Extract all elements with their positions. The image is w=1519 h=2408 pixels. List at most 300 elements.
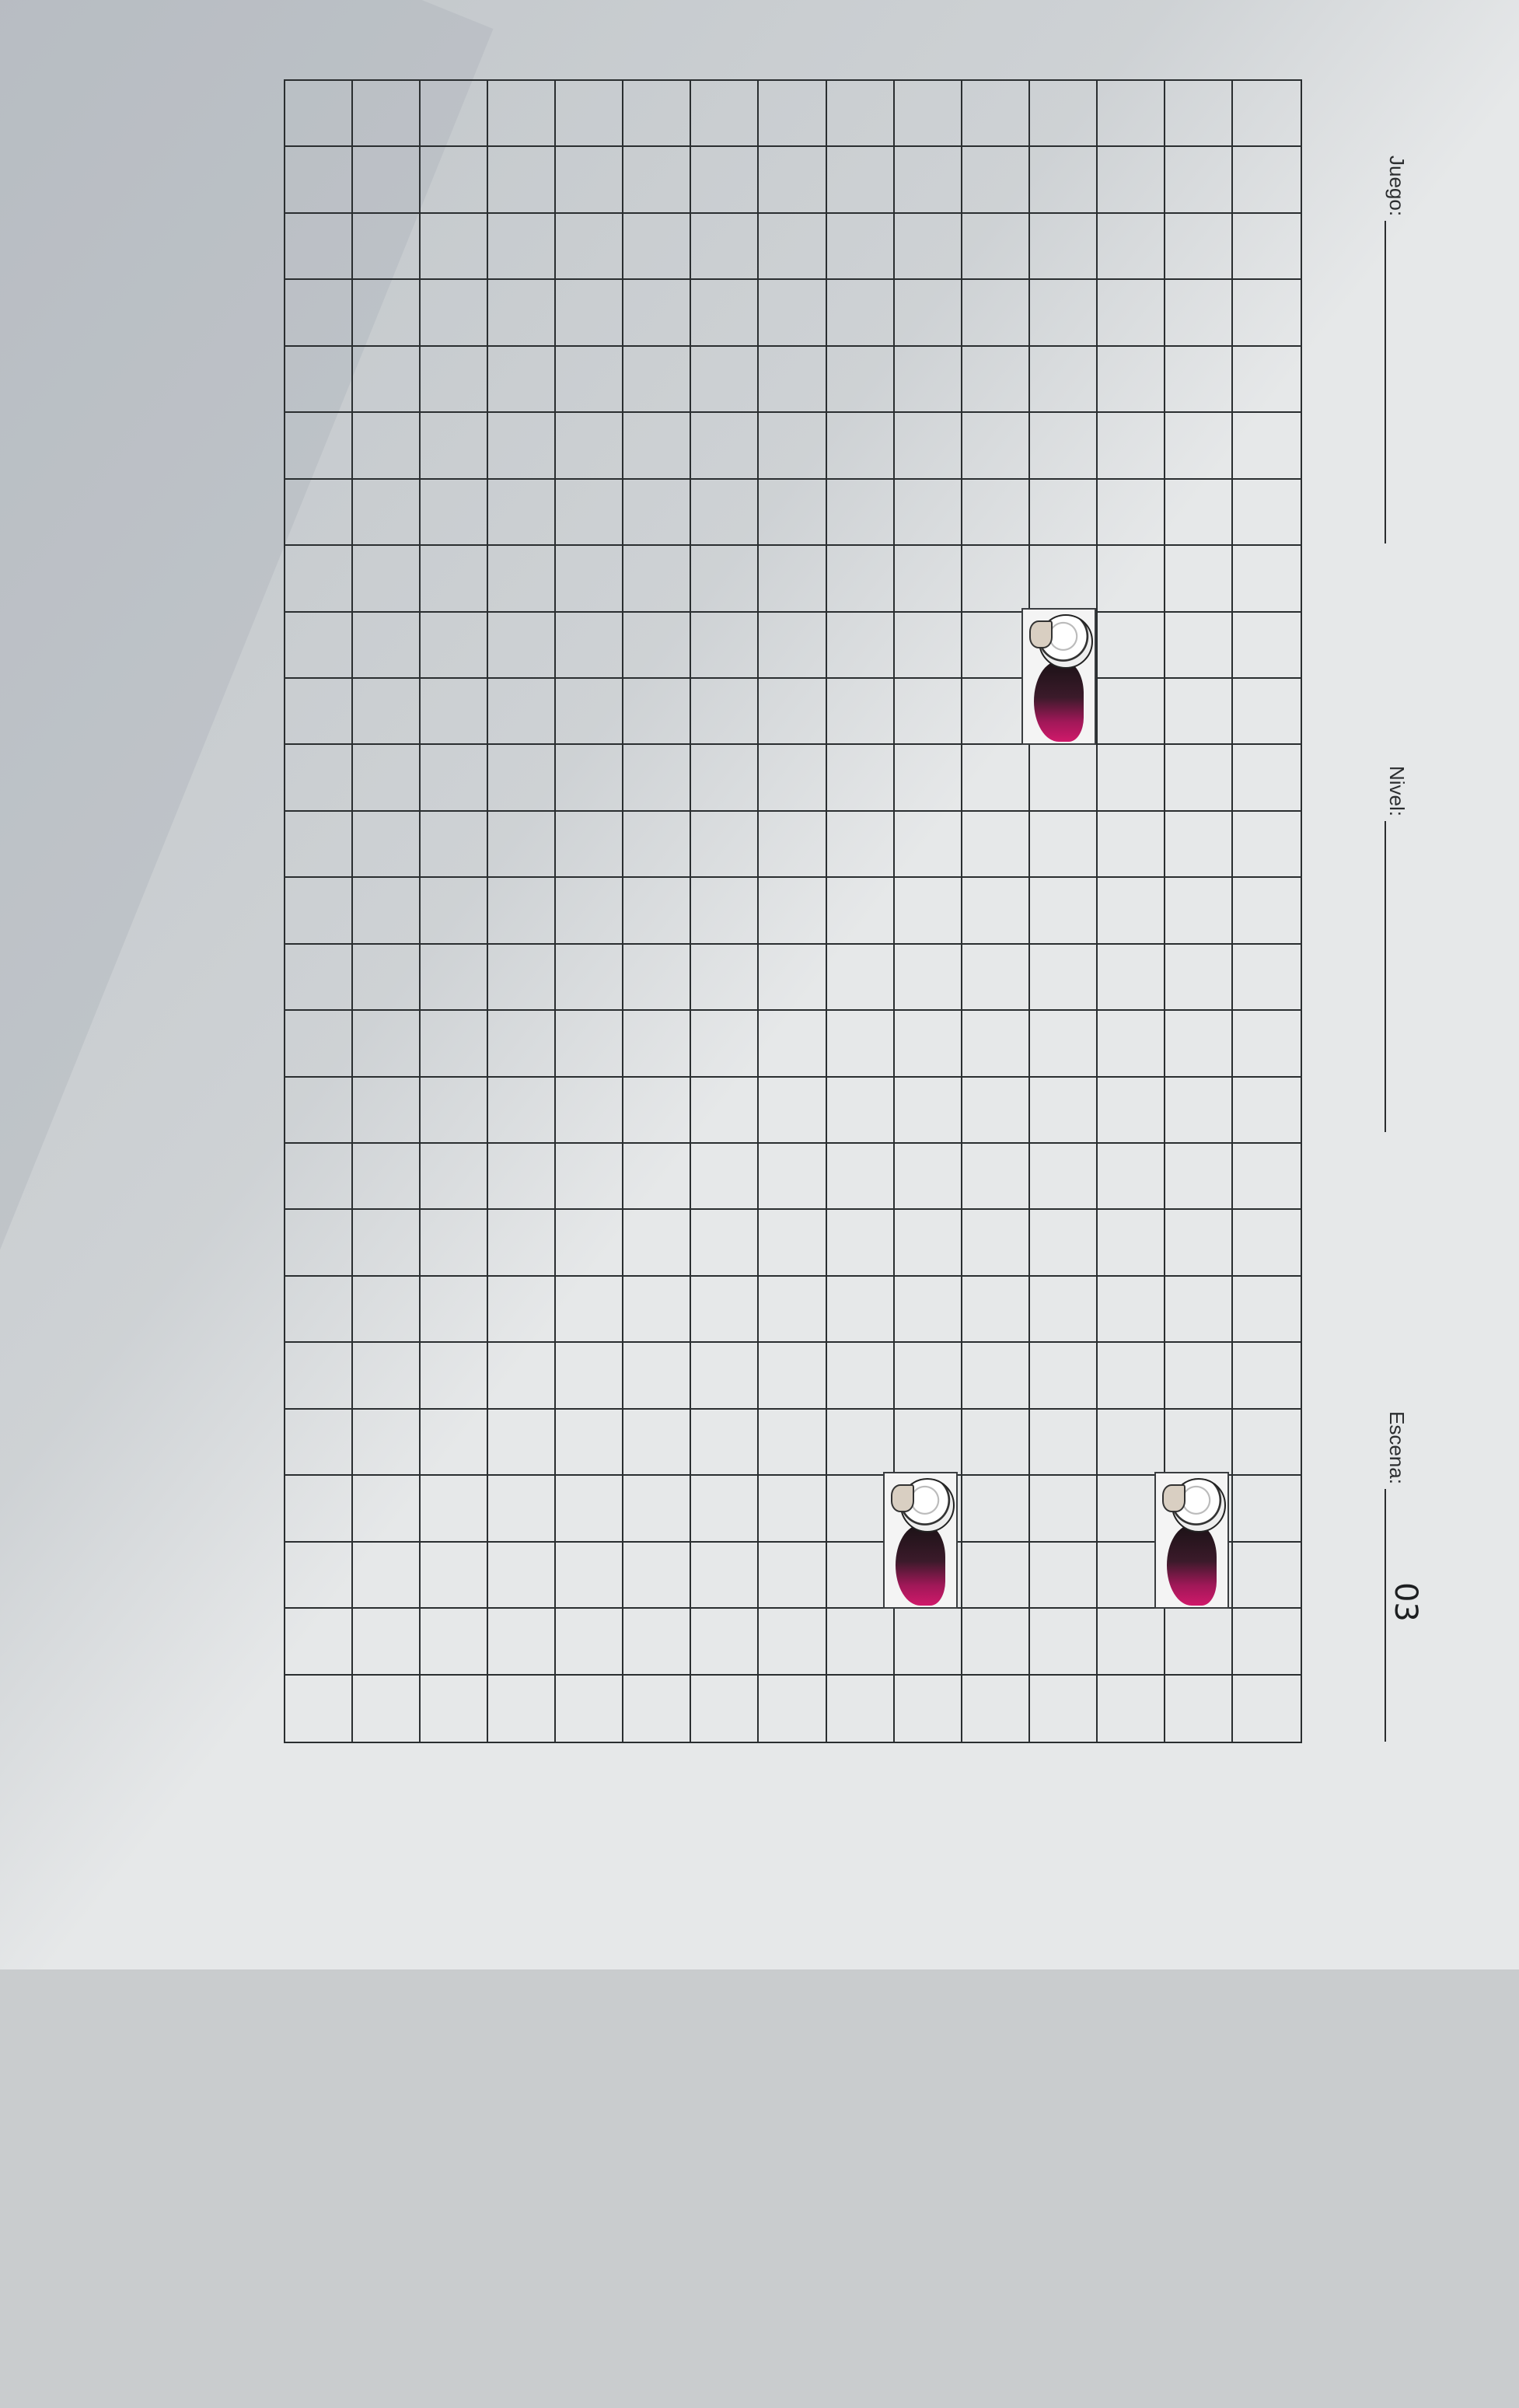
grid-cell[interactable] [759,147,826,213]
grid-cell[interactable] [1233,1343,1301,1409]
grid-cell[interactable] [1098,945,1165,1011]
grid-cell[interactable] [759,1676,826,1742]
grid-cell[interactable] [827,214,895,280]
grid-cell[interactable] [623,1011,691,1077]
grid-cell[interactable] [623,413,691,479]
grid-cell[interactable] [421,1676,488,1742]
grid-cell[interactable] [759,1277,826,1343]
grid-cell[interactable] [827,812,895,878]
grid-cell[interactable] [421,147,488,213]
grid-cell[interactable] [1233,1277,1301,1343]
grid-cell[interactable] [1030,347,1098,413]
grid-cell[interactable] [421,945,488,1011]
grid-cell[interactable] [1165,1078,1233,1144]
grid-cell[interactable] [827,546,895,612]
grid-cell[interactable] [623,1676,691,1742]
grid-cell[interactable] [421,1277,488,1343]
grid-cell[interactable] [691,745,759,811]
grid-cell[interactable] [488,1476,556,1542]
grid-cell[interactable] [285,280,353,346]
grid-cell[interactable] [895,1078,962,1144]
grid-cell[interactable] [1030,480,1098,546]
grid-cell[interactable] [1165,613,1233,679]
grid-cell[interactable] [556,1144,623,1210]
grid-cell[interactable] [1098,81,1165,147]
grid-cell[interactable] [962,679,1030,745]
grid-cell[interactable] [895,812,962,878]
grid-cell[interactable] [1030,1543,1098,1609]
grid-cell[interactable] [1165,81,1233,147]
grid-cell[interactable] [1165,812,1233,878]
grid-cell[interactable] [285,1543,353,1609]
grid-cell[interactable] [759,679,826,745]
grid-cell[interactable] [1098,1609,1165,1675]
grid-cell[interactable] [1233,280,1301,346]
grid-cell[interactable] [1233,1609,1301,1675]
grid-cell[interactable] [1233,679,1301,745]
grid-cell[interactable] [1030,1144,1098,1210]
grid-cell[interactable] [895,81,962,147]
grid-cell[interactable] [895,147,962,213]
grid-cell[interactable] [556,546,623,612]
grid-cell[interactable] [1233,1210,1301,1276]
grid-cell[interactable] [691,1410,759,1476]
grid-cell[interactable] [421,1410,488,1476]
grid-cell[interactable] [353,413,421,479]
grid-cell[interactable] [623,480,691,546]
grid-cell[interactable] [1030,1476,1098,1542]
grid-cell[interactable] [556,81,623,147]
grid-cell[interactable] [421,546,488,612]
grid-cell[interactable] [827,147,895,213]
grid-cell[interactable] [895,679,962,745]
grid-cell[interactable] [556,413,623,479]
grid-cell[interactable] [623,546,691,612]
grid-cell[interactable] [1098,1144,1165,1210]
grid-cell[interactable] [759,1144,826,1210]
grid-cell[interactable] [1098,613,1165,679]
grid-cell[interactable] [827,413,895,479]
grid-cell[interactable] [421,1078,488,1144]
grid-cell[interactable] [285,1144,353,1210]
grid-cell[interactable] [1030,1011,1098,1077]
grid-cell[interactable] [556,1011,623,1077]
grid-cell[interactable] [285,147,353,213]
grid-cell[interactable] [623,1078,691,1144]
grid-cell[interactable] [827,1676,895,1742]
grid-cell[interactable] [827,1011,895,1077]
escena-blank-line[interactable] [1385,1489,1423,1742]
grid-cell[interactable] [1098,1277,1165,1343]
grid-cell[interactable] [691,546,759,612]
grid-cell[interactable] [691,1609,759,1675]
grid-cell[interactable] [827,1343,895,1409]
grid-cell[interactable] [285,1011,353,1077]
grid-cell[interactable] [1233,1144,1301,1210]
grid-cell[interactable] [623,1410,691,1476]
grid-cell[interactable] [623,1609,691,1675]
grid-cell[interactable] [962,280,1030,346]
grid-cell[interactable] [962,945,1030,1011]
grid-cell[interactable] [827,878,895,944]
grid-cell[interactable] [421,81,488,147]
grid-cell[interactable] [556,945,623,1011]
grid-cell[interactable] [488,945,556,1011]
grid-cell[interactable] [353,280,421,346]
grid-cell[interactable] [488,878,556,944]
grid-cell[interactable] [556,1078,623,1144]
grid-cell[interactable] [827,1078,895,1144]
grid-cell[interactable] [353,878,421,944]
grid-cell[interactable] [1233,81,1301,147]
grid-cell[interactable] [895,1144,962,1210]
grid-cell[interactable] [691,613,759,679]
grid-cell[interactable] [1098,878,1165,944]
grid-cell[interactable] [285,214,353,280]
grid-cell[interactable] [421,413,488,479]
grid-cell[interactable] [1233,1078,1301,1144]
grid-cell[interactable] [1098,1410,1165,1476]
grid-cell[interactable] [1165,280,1233,346]
grid-cell[interactable] [1165,1609,1233,1675]
grid-cell[interactable] [353,546,421,612]
grid-cell[interactable] [488,679,556,745]
grid-cell[interactable] [488,1144,556,1210]
grid-cell[interactable] [623,280,691,346]
grid-cell[interactable] [827,480,895,546]
grid-cell[interactable] [691,1476,759,1542]
grid-cell[interactable] [488,480,556,546]
grid-cell[interactable] [556,1410,623,1476]
grid-cell[interactable] [895,745,962,811]
grid-cell[interactable] [285,1343,353,1409]
grid-cell[interactable] [285,679,353,745]
grid-cell[interactable] [759,546,826,612]
grid-cell[interactable] [691,1011,759,1077]
grid-cell[interactable] [1165,147,1233,213]
grid-cell[interactable] [759,1210,826,1276]
grid-cell[interactable] [1233,347,1301,413]
grid-cell[interactable] [353,214,421,280]
grid-cell[interactable] [759,745,826,811]
grid-cell[interactable] [895,1343,962,1409]
grid-cell[interactable] [285,546,353,612]
grid-cell[interactable] [895,878,962,944]
grid-cell[interactable] [488,1609,556,1675]
grid-cell[interactable] [556,613,623,679]
grid-cell[interactable] [962,147,1030,213]
grid-cell[interactable] [488,1676,556,1742]
grid-cell[interactable] [1233,945,1301,1011]
grid-cell[interactable] [1233,546,1301,612]
grid-cell[interactable] [556,679,623,745]
grid-cell[interactable] [488,1343,556,1409]
grid-cell[interactable] [1233,745,1301,811]
grid-cell[interactable] [353,1476,421,1542]
grid-cell[interactable] [285,413,353,479]
grid-cell[interactable] [556,878,623,944]
grid-cell[interactable] [1233,878,1301,944]
grid-cell[interactable] [488,613,556,679]
grid-cell[interactable] [421,679,488,745]
grid-cell[interactable] [962,1210,1030,1276]
grid-cell[interactable] [623,1144,691,1210]
grid-cell[interactable] [488,1210,556,1276]
grid-cell[interactable] [1030,745,1098,811]
grid-cell[interactable] [421,1144,488,1210]
grid-cell[interactable] [1098,347,1165,413]
grid-cell[interactable] [895,214,962,280]
grid-cell[interactable] [1233,1476,1301,1542]
grid-cell[interactable] [1233,1543,1301,1609]
grid-cell[interactable] [421,1210,488,1276]
juego-blank-line[interactable] [1385,221,1406,543]
grid-cell[interactable] [759,878,826,944]
grid-cell[interactable] [556,214,623,280]
grid-cell[interactable] [1098,1078,1165,1144]
grid-cell[interactable] [691,878,759,944]
grid-cell[interactable] [962,347,1030,413]
grid-cell[interactable] [556,1676,623,1742]
grid-cell[interactable] [556,1609,623,1675]
grid-cell[interactable] [285,613,353,679]
grid-cell[interactable] [962,1609,1030,1675]
grid-cell[interactable] [1233,214,1301,280]
grid-cell[interactable] [1030,280,1098,346]
grid-cell[interactable] [1098,745,1165,811]
grid-cell[interactable] [962,812,1030,878]
grid-cell[interactable] [421,1011,488,1077]
grid-cell[interactable] [1233,147,1301,213]
grid-cell[interactable] [895,613,962,679]
grid-cell[interactable] [285,812,353,878]
grid-cell[interactable] [827,1277,895,1343]
grid-cell[interactable] [1165,480,1233,546]
grid-cell[interactable] [353,745,421,811]
grid-cell[interactable] [556,1277,623,1343]
grid-cell[interactable] [895,1676,962,1742]
grid-cell[interactable] [488,1410,556,1476]
grid-cell[interactable] [759,945,826,1011]
grid-cell[interactable] [1165,1343,1233,1409]
grid-cell[interactable] [691,1078,759,1144]
grid-cell[interactable] [1165,1410,1233,1476]
grid-cell[interactable] [827,1144,895,1210]
grid-cell[interactable] [285,1410,353,1476]
grid-cell[interactable] [759,81,826,147]
grid-cell[interactable] [1098,546,1165,612]
grid-cell[interactable] [759,1476,826,1542]
grid-cell[interactable] [353,480,421,546]
grid-cell[interactable] [623,1543,691,1609]
grid-cell[interactable] [623,1277,691,1343]
grid-cell[interactable] [1165,945,1233,1011]
grid-cell[interactable] [353,1543,421,1609]
grid-cell[interactable] [488,147,556,213]
grid-cell[interactable] [962,1277,1030,1343]
grid-cell[interactable] [691,1543,759,1609]
grid-cell[interactable] [895,1011,962,1077]
grid-cell[interactable] [353,1078,421,1144]
grid-cell[interactable] [895,1210,962,1276]
grid-cell[interactable] [827,679,895,745]
grid-cell[interactable] [1098,1343,1165,1409]
grid-cell[interactable] [285,347,353,413]
grid-cell[interactable] [962,1343,1030,1409]
grid-cell[interactable] [1030,1343,1098,1409]
grid-cell[interactable] [1233,613,1301,679]
grid-cell[interactable] [421,878,488,944]
grid-cell[interactable] [623,347,691,413]
grid-cell[interactable] [285,1676,353,1742]
grid-cell[interactable] [1030,413,1098,479]
grid-cell[interactable] [759,1078,826,1144]
grid-cell[interactable] [962,878,1030,944]
grid-cell[interactable] [488,812,556,878]
grid-cell[interactable] [623,214,691,280]
grid-cell[interactable] [421,1343,488,1409]
grid-cell[interactable] [1233,812,1301,878]
grid-cell[interactable] [353,1343,421,1409]
grid-cell[interactable] [353,613,421,679]
grid-cell[interactable] [488,1277,556,1343]
grid-cell[interactable] [488,1078,556,1144]
grid-cell[interactable] [691,280,759,346]
grid-cell[interactable] [488,546,556,612]
grid-cell[interactable] [1030,1609,1098,1675]
grid-cell[interactable] [556,1476,623,1542]
grid-cell[interactable] [421,347,488,413]
grid-cell[interactable] [691,1277,759,1343]
grid-cell[interactable] [827,945,895,1011]
grid-cell[interactable] [556,147,623,213]
grid-cell[interactable] [691,214,759,280]
grid-cell[interactable] [691,945,759,1011]
grid-cell[interactable] [895,546,962,612]
grid-cell[interactable] [1098,147,1165,213]
grid-cell[interactable] [285,1078,353,1144]
grid-cell[interactable] [353,812,421,878]
grid-cell[interactable] [1165,1210,1233,1276]
grid-cell[interactable] [895,1609,962,1675]
grid-cell[interactable] [1098,413,1165,479]
grid-cell[interactable] [488,347,556,413]
grid-cell[interactable] [759,1410,826,1476]
grid-cell[interactable] [962,1078,1030,1144]
grid-cell[interactable] [488,413,556,479]
grid-cell[interactable] [1030,1277,1098,1343]
grid-cell[interactable] [1098,280,1165,346]
grid-cell[interactable] [353,1144,421,1210]
grid-cell[interactable] [1165,1011,1233,1077]
grid-cell[interactable] [1165,1144,1233,1210]
grid-cell[interactable] [691,147,759,213]
grid-cell[interactable] [556,745,623,811]
grid-cell[interactable] [353,679,421,745]
grid-cell[interactable] [691,1343,759,1409]
grid-cell[interactable] [759,812,826,878]
grid-cell[interactable] [691,1210,759,1276]
grid-cell[interactable] [691,347,759,413]
grid-cell[interactable] [759,1343,826,1409]
grid-cell[interactable] [488,745,556,811]
grid-cell[interactable] [1165,214,1233,280]
grid-cell[interactable] [285,745,353,811]
grid-cell[interactable] [691,1144,759,1210]
grid-cell[interactable] [488,1543,556,1609]
grid-cell[interactable] [1030,1078,1098,1144]
grid-cell[interactable] [285,81,353,147]
grid-cell[interactable] [691,480,759,546]
grid-cell[interactable] [759,613,826,679]
grid-cell[interactable] [285,1277,353,1343]
grid-cell[interactable] [421,1543,488,1609]
grid-cell[interactable] [1098,214,1165,280]
grid-cell[interactable] [962,613,1030,679]
grid-cell[interactable] [962,1476,1030,1542]
grid-cell[interactable] [759,214,826,280]
grid-cell[interactable] [1030,1410,1098,1476]
grid-cell[interactable] [1030,945,1098,1011]
grid-cell[interactable] [1098,1011,1165,1077]
grid-cell[interactable] [962,745,1030,811]
grid-cell[interactable] [759,413,826,479]
grid-cell[interactable] [353,1277,421,1343]
grid-cell[interactable] [285,1476,353,1542]
grid-cell[interactable] [1098,812,1165,878]
grid-cell[interactable] [1165,413,1233,479]
grid-cell[interactable] [556,1543,623,1609]
grid-cell[interactable] [1165,679,1233,745]
grid-cell[interactable] [556,1343,623,1409]
grid-cell[interactable] [285,945,353,1011]
grid-cell[interactable] [1030,214,1098,280]
grid-cell[interactable] [421,214,488,280]
grid-cell[interactable] [353,1676,421,1742]
grid-cell[interactable] [759,1609,826,1675]
grid-cell[interactable] [962,81,1030,147]
grid-cell[interactable] [827,1210,895,1276]
grid-cell[interactable] [623,147,691,213]
grid-cell[interactable] [353,81,421,147]
grid-cell[interactable] [827,1410,895,1476]
grid-cell[interactable] [1030,812,1098,878]
grid-cell[interactable] [1030,1676,1098,1742]
grid-cell[interactable] [623,812,691,878]
grid-cell[interactable] [1098,679,1165,745]
grid-cell[interactable] [759,1543,826,1609]
grid-cell[interactable] [556,1210,623,1276]
grid-cell[interactable] [488,280,556,346]
grid-cell[interactable] [1165,546,1233,612]
grid-cell[interactable] [623,613,691,679]
grid-cell[interactable] [1098,1676,1165,1742]
grid-cell[interactable] [1165,1676,1233,1742]
grid-cell[interactable] [421,745,488,811]
grid-cell[interactable] [1098,480,1165,546]
grid-cell[interactable] [1030,546,1098,612]
grid-cell[interactable] [353,945,421,1011]
grid-cell[interactable] [759,280,826,346]
grid-cell[interactable] [488,81,556,147]
grid-cell[interactable] [895,280,962,346]
grid-cell[interactable] [827,81,895,147]
grid-cell[interactable] [1098,1210,1165,1276]
grid-cell[interactable] [285,1210,353,1276]
grid-cell[interactable] [623,1343,691,1409]
grid-cell[interactable] [895,1410,962,1476]
grid-cell[interactable] [962,413,1030,479]
